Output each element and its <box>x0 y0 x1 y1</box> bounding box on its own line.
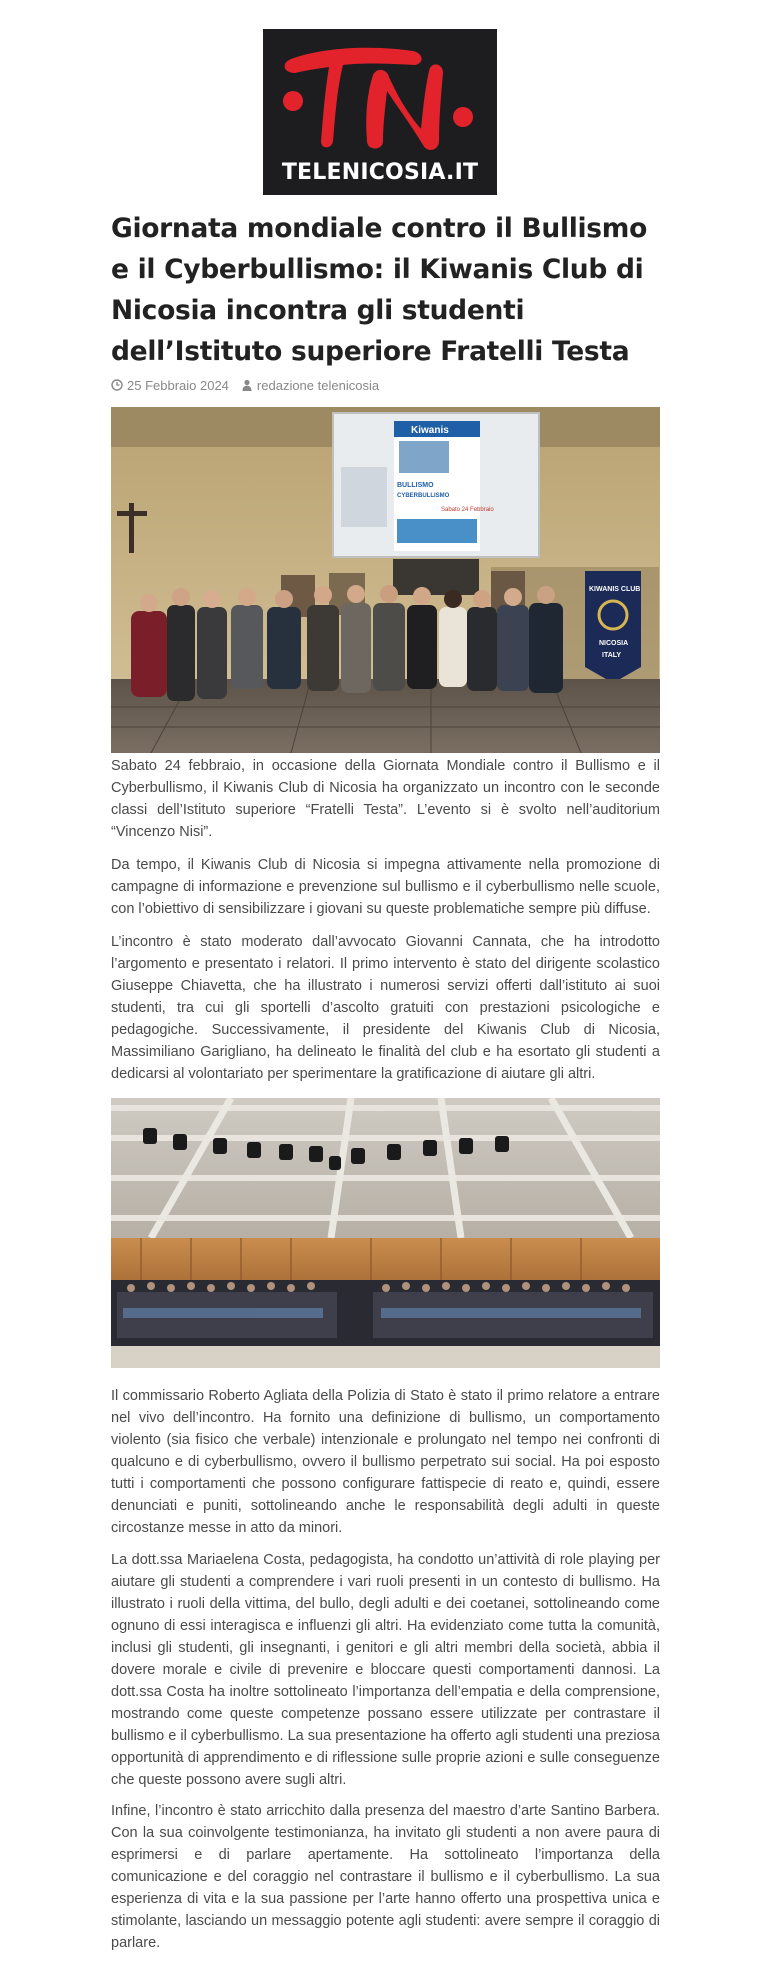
article-meta <box>111 375 379 395</box>
article-paragraph: La dott.ssa Mariaelena Costa, pedagogista, ha condotto un’attività di role playing per aiutare gli studenti a comprendere i vari ruoli presenti in un contesto di bullismo. Ha illustrato i ruoli della vittima, del bullo, degli adulti e dei coetanei, sottolineando come ognuno di essi interagisca e influenzi gli altri. Ha evidenziato come tutta la comunità, inclusi gli studenti, gli insegnanti, i genitori e gli altri membri della società, abbia il dovere morale e civile di prevenire e bloccare questi comportamenti dannosi. La dott.ssa Costa ha inoltre sottolineato l’importanza dell’empatia e della comprensione, mostrando come queste competenze possano essere utilizzate per contrastare il bullismo e il cyberbullismo. La sua presentazione ha offerto agli studenti una preziosa opportunità di apprendimento e di riflessione sulle proprie azioni e sulle conseguenze che queste possono avere sugli altri. <box>111 1552 660 1788</box>
article-author[interactable]: redazione telenicosia <box>256 377 380 393</box>
article-paragraph: L’incontro è stato moderato dall’avvocato Giovanni Cannata, che ha introdotto l’argomento e presentato i relatori. Il primo intervento è stato del dirigente scolastico Giuseppe Chiavetta, che ha illustrato i numerosi servizi offerti dall’istituto ai suoi studenti, tra cui gli sportelli d’ascolto gratuiti con prestazioni psicologiche e pedagogiche. Successivamente, il presidente del Kiwanis Club di Nicosia, Massimiliano Garigliano, ha delineato le finalità del club e ha esortato gli studenti a dedicarsi al volontariato per sperimentare la gratificazione di aiutare gli altri. <box>111 934 660 1082</box>
article-photo-auditorium <box>111 1098 660 1368</box>
article-date: 25 Febbraio 2024 <box>127 377 229 393</box>
screen-subtitle: CYBERBULLISMO <box>397 493 450 499</box>
banner-line3: ITALY <box>602 652 622 659</box>
article-paragraph: Infine, l’incontro è stato arricchito dalla presenza del maestro d’arte Santino Barbera. Con la sua coinvolgente testimonianza, ha invitato gli studenti a non avere paura di esprimersi e di parlare apertamente. Ha sottolineato l’importanza della comunicazione e del coraggio nel contrastare il bullismo e il cyberbullismo. La sua esperienza di vita e la sua passione per l’arte hanno offerto una prospettiva unica e stimolante, lasciando un messaggio potente agli studenti: avere sempre il coraggio di parlare. <box>111 1803 660 1951</box>
screen-date: Sabato 24 Febbraio <box>441 507 494 513</box>
user-icon <box>241 379 253 391</box>
site-logo[interactable] <box>263 29 497 195</box>
article-title: Giornata mondiale contro il Bullismo e il Cyberbullismo: il Kiwanis Club di Nicosia incontra gli studenti dell’Istituto superiore Fratelli Testa <box>111 213 647 367</box>
clock-icon <box>111 379 123 391</box>
article-paragraph: Da tempo, il Kiwanis Club di Nicosia si impegna attivamente nella promozione di campagne di informazione e prevenzione sul bullismo e il cyberbullismo nelle scuole, con l’obiettivo di sensibilizzare i giovani su queste problematiche sempre più diffuse. <box>111 857 660 917</box>
screen-title: BULLISMO <box>397 482 434 489</box>
banner-line1: KIWANIS CLUB <box>589 586 641 593</box>
banner-line2: NICOSIA <box>599 640 629 647</box>
article-paragraph: Sabato 24 febbraio, in occasione della Giornata Mondiale contro il Bullismo e il Cyberbullismo, il Kiwanis Club di Nicosia ha organizzato un incontro con le seconde classi dell’Istituto superiore “Fratelli Testa”. L’evento si è svolto nell’auditorium “Vincenzo Nisi”. <box>111 758 660 840</box>
article-photo-group <box>111 407 660 753</box>
logo-text: TELENICOSIA.IT <box>281 160 479 185</box>
article-paragraph: Il commissario Roberto Agliata della Polizia di Stato è stato il primo relatore a entrare nel vivo dell’incontro. Ha fornito una definizione di bullismo, un comportamento violento (sia fisico che verbale) intenzionale e prolungato nel tempo nei confronti di qualcuno e di cyberbullismo, ovvero il bullismo perpetrato sui social. Ha poi esposto tutti i comportamenti che possono configurare fattispecie di reato e, quindi, essere denunciati e puniti, sottolineando anche le responsabilità degli adulti in queste circostanze messe in atto da minori. <box>111 1388 660 1536</box>
screen-badge: Kiwanis <box>411 425 449 436</box>
